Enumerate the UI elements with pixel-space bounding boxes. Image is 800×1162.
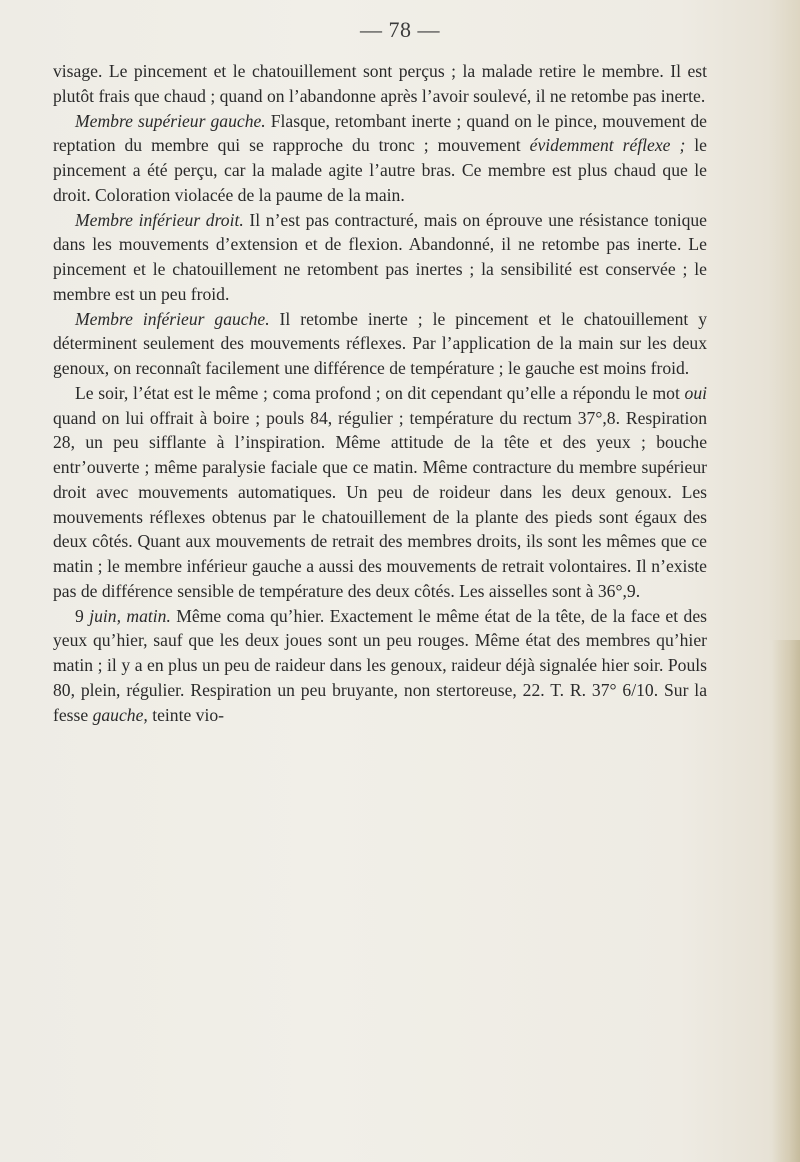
paragraph xyxy=(53,604,707,728)
text-run: Le soir, l’état est le même ; coma profond ; on dit cependant qu’elle a répondu le mot xyxy=(75,382,685,403)
italic-run: gauche, xyxy=(92,704,148,725)
text-run: le pincement a été perçu, car la malade agite l’autre bras. Ce membre est plus chaud que le droit. Coloration violacée de la paume de la main. xyxy=(53,135,707,205)
body-text xyxy=(53,59,707,727)
text-run: Il n’est pas contracturé, mais on éprouve une résistance tonique dans les mouvements d’extension et de flexion. Abandonné, il ne retombe pas inerte. Le pincement et le chatouillement ne retombent pas inertes ; la sensibilité est conservée ; le membre est un peu froid. xyxy=(53,209,707,304)
italic-run: juin, matin. xyxy=(89,605,171,626)
text-run: Il retombe inerte ; le pincement et le chatouillement y déterminent seulement des mouvements réflexes. Par l’application de la main sur les deux genoux, on reconnaît facilement une différence de température ; le gauche est moins froid. xyxy=(53,308,708,378)
page-number: — 78 — xyxy=(360,17,440,42)
text-run: Même coma qu’hier. Exactement le même état de la tête, de la face et des yeux qu’hier, sauf que les deux joues sont un peu rouges. Même état des membres qu’hier matin ; il y a en plus un peu de raideur dans les genoux, raideur déjà signalée hier soir. Pouls 80, plein, régulier. Respiration un peu bruyante, non stertoreuse, 22. T. R. 37° 6/10. Sur la fesse xyxy=(53,605,707,725)
page-edge-stain xyxy=(772,640,800,1162)
italic-run: évidemment réflexe ; xyxy=(529,135,686,156)
paragraph xyxy=(53,307,707,381)
paragraph xyxy=(53,381,707,604)
text-run: Flasque, retombant inerte ; quand on le pince, mouvement de reptation du membre qui se rapproche du tronc ; mouvement xyxy=(53,110,707,156)
italic-run: Membre inférieur droit. xyxy=(75,209,244,230)
italic-run: Membre inférieur gauche. xyxy=(75,308,270,329)
text-run: visage. Le pincement et le chatouillement sont perçus ; la malade retire le membre. Il est plutôt frais que chaud ; quand on l’abandonne après l’avoir soulevé, il ne retombe pas inerte. xyxy=(53,61,707,106)
paragraph xyxy=(53,109,707,208)
text-run: 9 xyxy=(75,605,90,626)
text-run: quand on lui offrait à boire ; pouls 84, régulier ; température du rectum 37°,8. Respiration 28, un peu sifflante à l’inspiration. Même attitude de la tête et des yeux ; bouche entr’ouverte ; même paralysie faciale que ce matin. Même contracture du membre supérieur droit avec mouvements automatiques. Un peu de roideur dans les deux genoux. Les mouvements réflexes obtenus par le chatouillement de la plante des pieds sont égaux des deux côtés. Quant aux mouvements de retrait des membres droits, ils sont les mêmes que ce matin ; le membre inférieur gauche a aussi des mouvements de retrait volontaires. Il n’existe pas de différence sensible de température des deux côtés. Les aisselles sont à 36°,9. xyxy=(53,407,707,601)
paragraph xyxy=(53,208,707,307)
italic-run: oui xyxy=(684,382,707,403)
italic-run: Membre supérieur gauche. xyxy=(75,110,266,131)
text-run: teinte vio- xyxy=(147,704,225,725)
paragraph xyxy=(53,59,707,109)
